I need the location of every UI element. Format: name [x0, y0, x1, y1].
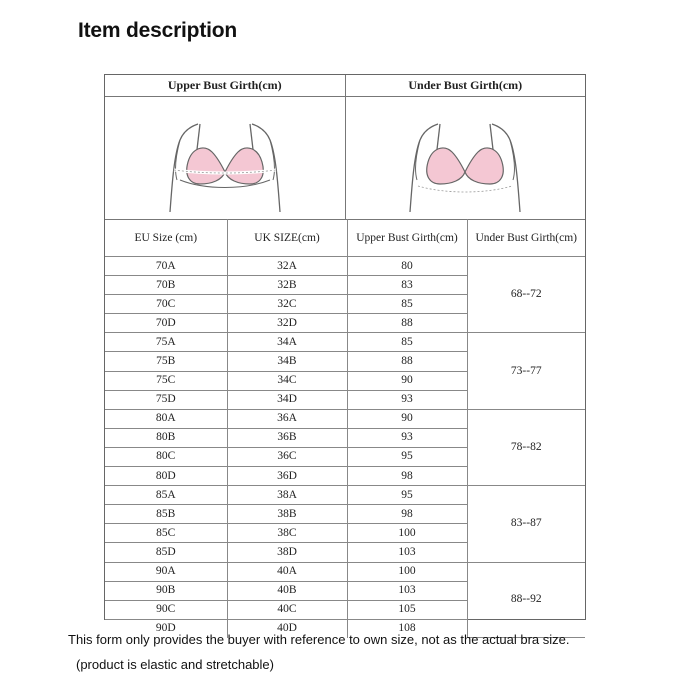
upper-bust-cell: 83 [347, 276, 467, 295]
table-header-row [105, 219, 585, 257]
under-bust-header: Under Bust Girth(cm) [408, 78, 523, 92]
column-header-upper-bust: Upper Bust Girth(cm) [347, 219, 467, 257]
uk-size-cell: 32D [227, 314, 347, 333]
elasticity-note: (product is elastic and stretchable) [76, 657, 274, 672]
upper-bust-cell: 90 [347, 409, 467, 428]
eu-size-cell: 75B [105, 352, 227, 371]
uk-size-cell: 34A [227, 333, 347, 352]
eu-size-cell: 70D [105, 314, 227, 333]
table-row [105, 257, 585, 276]
uk-size-cell: 36C [227, 447, 347, 466]
under-bust-range-cell: 73--77 [467, 333, 585, 409]
size-table [105, 219, 585, 638]
upper-bust-cell: 108 [347, 619, 467, 638]
uk-size-cell: 36A [227, 409, 347, 428]
upper-bust-measurement-illustration [150, 100, 300, 215]
upper-bust-cell: 98 [347, 467, 467, 486]
uk-size-cell: 32A [227, 257, 347, 276]
eu-size-cell: 80C [105, 447, 227, 466]
uk-size-cell: 34B [227, 352, 347, 371]
table-row [105, 409, 585, 428]
column-header-uk-size: UK SIZE(cm) [227, 219, 347, 257]
uk-size-cell: 38A [227, 486, 347, 505]
uk-size-cell: 38B [227, 505, 347, 524]
upper-bust-cell: 88 [347, 352, 467, 371]
eu-size-cell: 85C [105, 524, 227, 543]
upper-bust-cell: 80 [347, 257, 467, 276]
table-row [105, 333, 585, 352]
eu-size-cell: 80B [105, 428, 227, 447]
eu-size-cell: 80D [105, 467, 227, 486]
eu-size-cell: 80A [105, 409, 227, 428]
eu-size-cell: 90D [105, 619, 227, 638]
eu-size-cell: 75C [105, 371, 227, 390]
uk-size-cell: 40A [227, 562, 347, 581]
table-row [105, 486, 585, 505]
column-header-eu-size: EU Size (cm) [105, 219, 227, 257]
uk-size-cell: 38C [227, 524, 347, 543]
uk-size-cell: 34C [227, 371, 347, 390]
upper-bust-cell: 98 [347, 505, 467, 524]
column-header-under-bust: Under Bust Girth(cm) [467, 219, 585, 257]
uk-size-cell: 38D [227, 543, 347, 562]
under-bust-range-cell: 68--72 [467, 257, 585, 333]
upper-bust-cell: 93 [347, 428, 467, 447]
under-bust-range-cell: 88--92 [467, 562, 585, 638]
table-row [105, 562, 585, 581]
uk-size-cell: 36B [227, 428, 347, 447]
under-bust-measurement-illustration [390, 100, 540, 215]
uk-size-cell: 40D [227, 619, 347, 638]
page-title: Item description [78, 19, 237, 42]
uk-size-cell: 34D [227, 390, 347, 409]
upper-bust-cell: 105 [347, 600, 467, 619]
eu-size-cell: 70B [105, 276, 227, 295]
upper-bust-cell: 95 [347, 447, 467, 466]
uk-size-cell: 32C [227, 295, 347, 314]
upper-bust-cell: 95 [347, 486, 467, 505]
upper-bust-cell: 93 [347, 390, 467, 409]
upper-bust-cell: 100 [347, 562, 467, 581]
upper-bust-header: Upper Bust Girth(cm) [105, 75, 346, 96]
uk-size-cell: 40C [227, 600, 347, 619]
upper-bust-cell: 88 [347, 314, 467, 333]
upper-bust-cell: 90 [347, 371, 467, 390]
under-bust-range-cell: 83--87 [467, 486, 585, 562]
eu-size-cell: 75A [105, 333, 227, 352]
upper-bust-cell: 100 [347, 524, 467, 543]
eu-size-cell: 90C [105, 600, 227, 619]
uk-size-cell: 32B [227, 276, 347, 295]
eu-size-cell: 85B [105, 505, 227, 524]
uk-size-cell: 40B [227, 581, 347, 600]
eu-size-cell: 90B [105, 581, 227, 600]
upper-bust-cell: 85 [347, 333, 467, 352]
illustration-row [105, 96, 585, 220]
eu-size-cell: 85D [105, 543, 227, 562]
upper-bust-illustration-cell [105, 96, 346, 219]
size-chart [104, 74, 586, 635]
upper-bust-cell: 103 [347, 543, 467, 562]
eu-size-cell: 70C [105, 295, 227, 314]
upper-bust-cell: 103 [347, 581, 467, 600]
eu-size-cell: 90A [105, 562, 227, 581]
eu-size-cell: 85A [105, 486, 227, 505]
disclaimer-note: This form only provides the buyer with reference to own size, not as the actual bra size. [68, 632, 570, 647]
upper-bust-cell: 85 [347, 295, 467, 314]
eu-size-cell: 75D [105, 390, 227, 409]
uk-size-cell: 36D [227, 467, 347, 486]
measurement-header-row [105, 75, 585, 97]
under-bust-illustration-cell [346, 96, 586, 219]
under-bust-range-cell: 78--82 [467, 409, 585, 485]
eu-size-cell: 70A [105, 257, 227, 276]
